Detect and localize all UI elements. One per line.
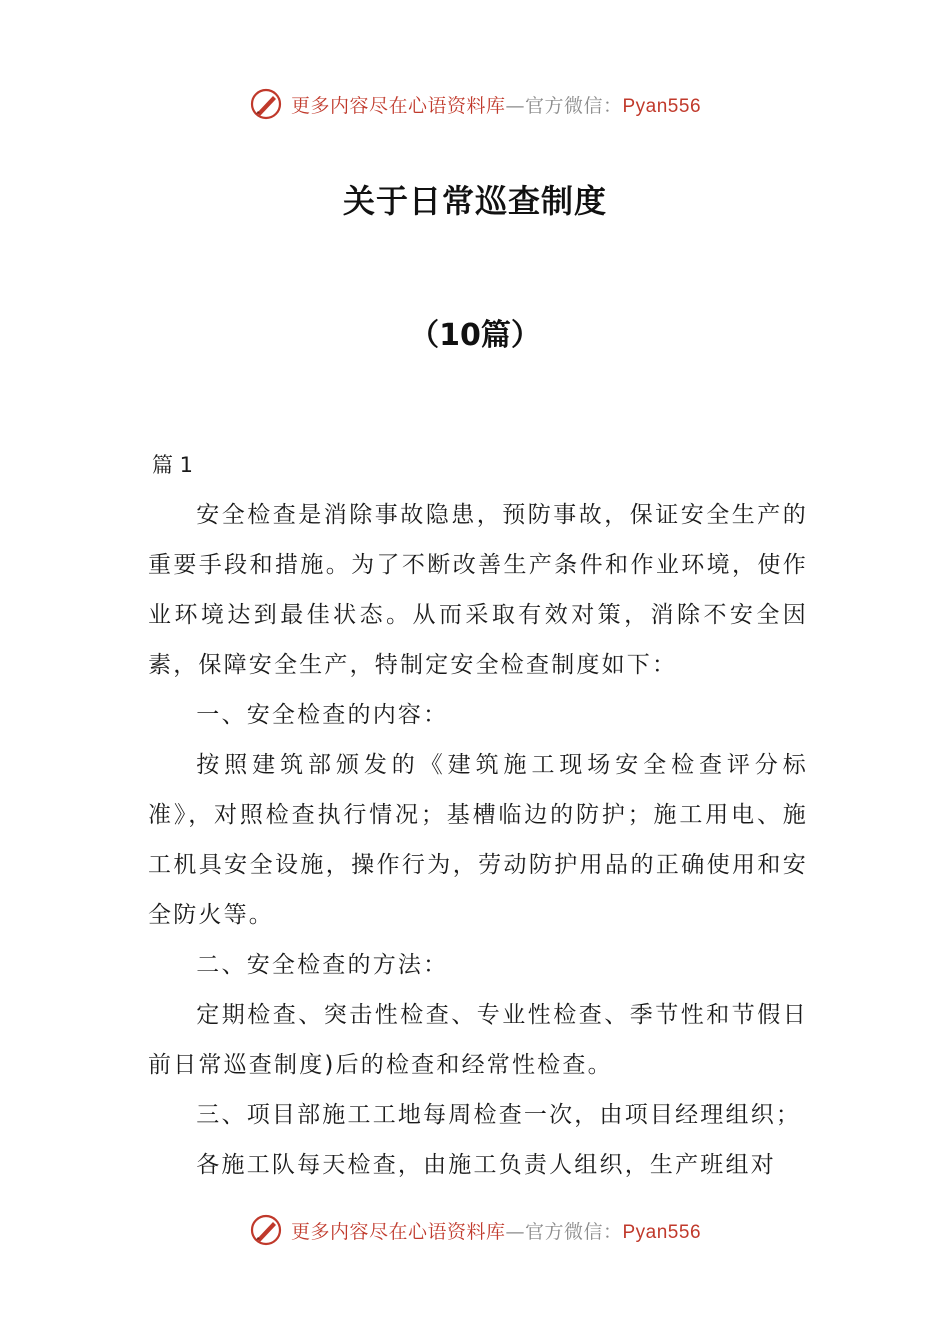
paragraph: 三、项目部施工工地每周检查一次，由项目经理组织； (196, 1102, 802, 1128)
paragraph: 各施工队每天检查，由施工负责人组织，生产班组对 (196, 1152, 776, 1178)
header-watermark (0, 82, 950, 126)
paragraph: 定期检查、突击性检查、专业性检查、季节性和节假日前日常巡查制度)后的检查和经常性检查。 (148, 1002, 808, 1078)
paragraph: 安全检查是消除事故隐患，预防事故，保证安全生产的重要手段和措施。为了不断改善生产条件和作业环境，使作业环境达到最佳状态。从而采取有效对策，消除不安全因素，保障安全生产，特制定安全检查制度如下： (148, 502, 808, 678)
document-subtitle: （10篇） (409, 318, 541, 353)
pen-seal-icon (249, 1213, 283, 1247)
paragraph: 二、安全检查的方法： (196, 952, 449, 978)
paragraph: 一、安全检查的内容： (196, 702, 449, 728)
document-title: 关于日常巡查制度 (342, 182, 607, 220)
watermark-official: 官方微信： (524, 1220, 623, 1243)
document-body (148, 440, 808, 1190)
paragraph: 按照建筑部颁发的《建筑施工现场安全检查评分标准》，对照检查执行情况；基槽临边的防护；施工用电、施工机具安全设施，操作行为，劳动防护用品的正确使用和安全防火等。 (148, 752, 808, 928)
watermark-text (291, 91, 701, 118)
section-label: 篇 1 (152, 453, 194, 477)
watermark-separator: — (505, 94, 525, 117)
watermark-text (291, 1217, 701, 1244)
watermark-id: Pyan556 (622, 1221, 702, 1243)
watermark-brand: 更多内容尽在心语资料库 (290, 1220, 506, 1243)
watermark-official: 官方微信： (524, 94, 623, 117)
pen-seal-icon (249, 87, 283, 121)
watermark-id: Pyan556 (622, 95, 702, 117)
watermark-brand: 更多内容尽在心语资料库 (290, 94, 506, 117)
watermark-separator: — (505, 1220, 525, 1243)
footer-watermark (0, 1208, 950, 1252)
